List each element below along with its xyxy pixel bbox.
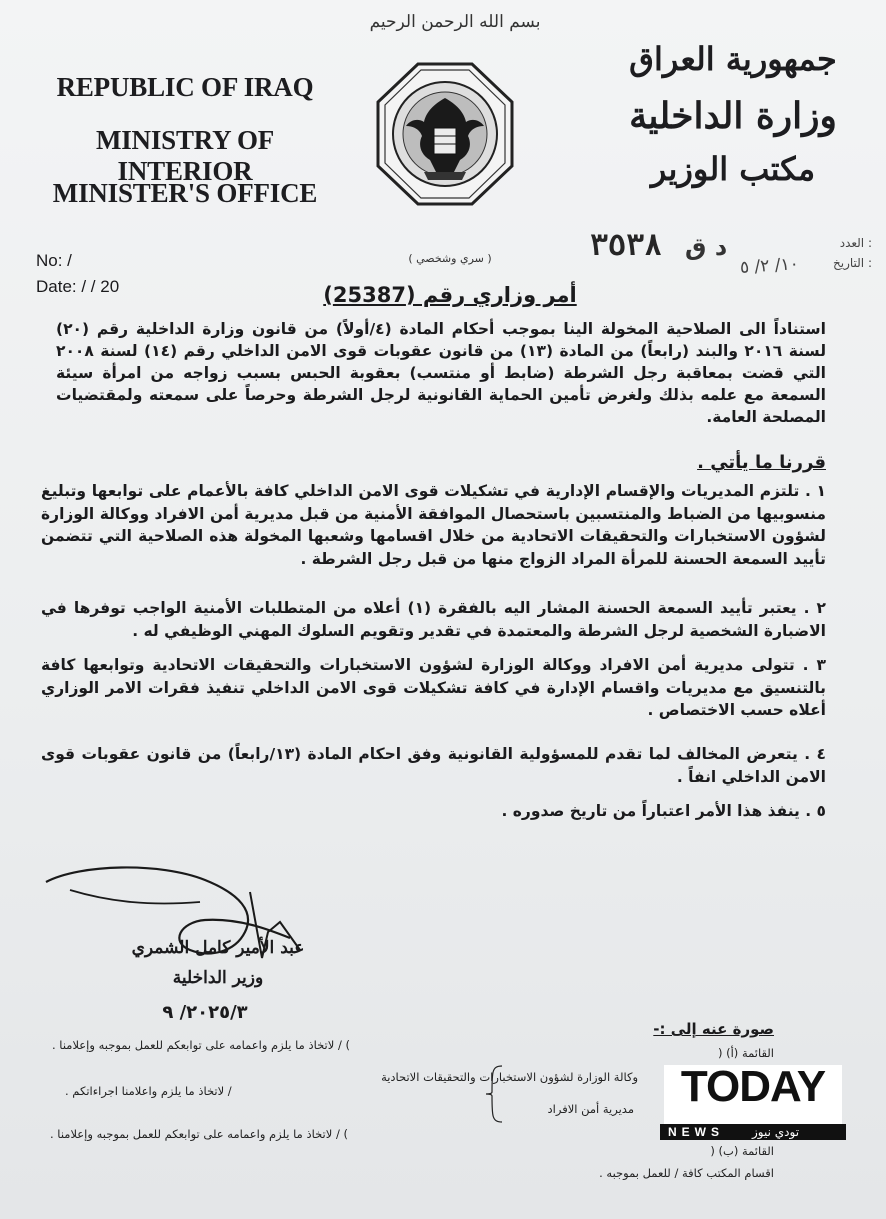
ministry-emblem-icon (374, 60, 516, 208)
header-en-line3: MINISTER'S OFFICE (52, 178, 318, 208)
copy-instruction-2: / لاتخاذ ما يلزم واعلامنا اجراءاتكم . (65, 1084, 232, 1098)
header-ar-line2: وزارة الداخلية (629, 95, 837, 137)
classification-label: ( سري وشخصي ) (408, 252, 492, 265)
number-label-en: No: / (36, 251, 72, 270)
signer-title: وزير الداخلية (172, 968, 264, 988)
header-en-line2: MINISTRY OF INTERIOR (95, 125, 275, 186)
copy-recipient-b: مديرية أمن الافراد (547, 1102, 634, 1116)
order-item-4: ٤ . يتعرض المخالف لما تقدم للمسؤولية القانونية وفق احكام المادة (١٣/رابعاً) من قانون عقوبات قوى الامن الداخلي انفاً . (41, 745, 826, 786)
order-title: أمر وزاري رقم (25387) (323, 283, 577, 307)
date-label-en: Date: / / 20 (36, 277, 120, 296)
watermark-logo-news: NEWS (660, 1124, 846, 1140)
signature-date: ٢٠٢٥/٣/ ٩ (162, 1002, 248, 1023)
brace-icon (484, 1064, 504, 1124)
header-ar-line1: جمهورية العراق (629, 40, 837, 78)
copy-recipient-a: وكالة الوزارة لشؤون الاستخبارات والتحقيقات الاتحادية (381, 1070, 638, 1084)
order-item-5: ٥ . ينفذ هذا الأمر اعتباراً من تاريخ صدوره . (501, 802, 826, 820)
decision-heading: قررنا ما يأتي . (697, 452, 826, 473)
handwritten-number: د ق (685, 233, 728, 261)
order-item-1: ١ . تلتزم المديريات والإقسام الإدارية في تشكيلات قوى الامن الداخلي كافة بالأعمام على توابعها وتبليغ منسوبيها من الضباط والمنتسبين باستحصال الموافقة الأمنية من قبل مديرية أمن الافراد ووكالة الوزارة لشؤون الاستخبارات والتحقيقات الاتحادية من خلال اقسامها وشعبها المخولة هذه الصلاحية التي تتضمن تأييد السمعة الحسنة للمرأة المراد الزواج منها من قبل رجل الشرطة . (41, 482, 826, 568)
copy-list-2-label: القائمة (ب) ( (710, 1144, 774, 1158)
copy-instruction-3: ) / لاتخاذ ما يلزم واعمامه على توابعكم للعمل بموجبه وإعلامنا . (50, 1127, 348, 1141)
copy-list-1-label: القائمة (أ) ( (717, 1046, 774, 1060)
watermark-logo-word: TODAY (680, 1062, 826, 1111)
date-label-ar: التاريخ : (832, 256, 872, 270)
number-label-ar: العدد : (839, 236, 872, 250)
copy-to-heading: صورة عنه إلى :- (653, 1020, 774, 1038)
handwritten-date: ١٠/ ٢/ ٥ (739, 253, 800, 279)
watermark-logo-arabic: تودي نيوز (752, 1125, 800, 1139)
stamped-number: ٣٥٣٨ (590, 228, 663, 263)
signer-name: عبد الأمير كامل الشمري (131, 938, 305, 958)
basmala: بسم الله الرحمن الرحيم (369, 12, 541, 32)
header-en-line1: REPUBLIC OF IRAQ (56, 72, 314, 102)
copy-instruction-1: ) / لاتخاذ ما يلزم واعمامه على توابعكم للعمل بموجبه وإعلامنا . (52, 1038, 350, 1052)
preamble-paragraph: استناداً الى الصلاحية المخولة الينا بموجب أحكام المادة (٤/أولاً) من قانون وزارة الداخلية رقم (٢٠) لسنة ٢٠١٦ والبند (رابعاً) من المادة (١٣) من قانون عقوبات قوى الامن الداخلي رقم (١٤) لسنة ٢٠٠٨ التي قضت بمعاقبة رجل الشرطة (ضابط أو منتسب) بعقوبة الحبس بسبب زواجه من امرأة سيئة السمعة مع علمه بذلك ولغرض تأمين الحماية القانونية لرجل الشرطة وحرصاً على سمعته ولمقتضيات المصلحة العامة. (56, 320, 827, 426)
order-item-2: ٢ . يعتبر تأييد السمعة الحسنة المشار اليه بالفقرة (١) أعلاه من المتطلبات الأمنية الواجب توفرها في الاضبارة الشخصية لرجل الشرطة والمعتمدة في تقدير وتقويم السلوك المهني الوظيفي له . (41, 599, 826, 640)
order-item-3: ٣ . تتولى مديرية أمن الافراد ووكالة الوزارة لشؤون الاستخبارات والتحقيقات الاتحادية وتوابعها كافة بالتنسيق مع مديريات واقسام الإدارة في كافة تشكيلات قوى الامن الداخلي تنفيذ فقرات الامر الوزاري أعلاه حسب الاختصاص . (41, 656, 826, 719)
header-ar-line3: مكتب الوزير (650, 150, 816, 188)
copy-instruction-4: اقسام المكتب كافة / للعمل بموجبه . (599, 1166, 774, 1180)
